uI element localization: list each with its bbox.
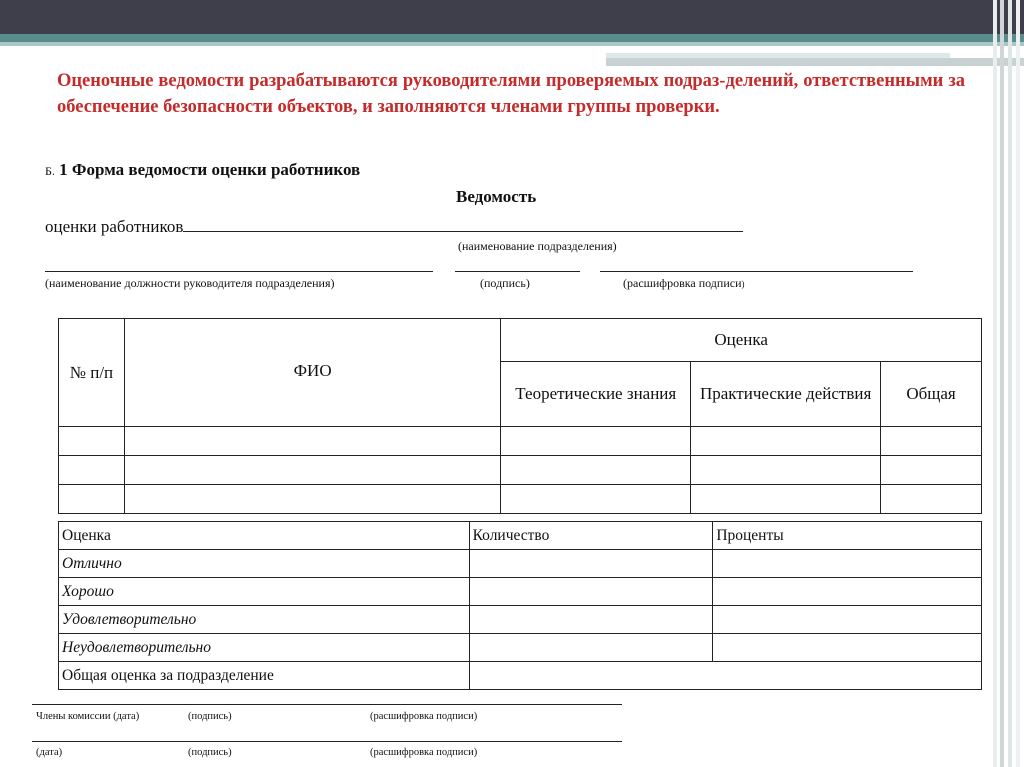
- cell[interactable]: [691, 427, 881, 456]
- side-bar: [1016, 0, 1020, 767]
- footer-decode: (расшифровка подписи): [370, 711, 478, 722]
- signature-caption: (подпись): [480, 276, 530, 290]
- cell[interactable]: [501, 485, 691, 514]
- grade-good: Хорошо: [59, 578, 470, 606]
- form-title: [45, 160, 360, 180]
- summary-label: Общая оценка за подразделение: [59, 662, 470, 690]
- table-row: [59, 606, 982, 634]
- summary-row: [59, 662, 982, 690]
- cell[interactable]: [713, 606, 982, 634]
- cell[interactable]: [713, 578, 982, 606]
- cell[interactable]: [881, 456, 982, 485]
- banner-stripe-light: [0, 42, 1024, 46]
- table-row: [59, 578, 982, 606]
- cell[interactable]: [469, 634, 713, 662]
- cell[interactable]: [124, 427, 500, 456]
- grade-satisfactory: Удовлетворительно: [59, 606, 470, 634]
- cell[interactable]: [124, 485, 500, 514]
- cell[interactable]: [881, 427, 982, 456]
- footer-signature: (подпись): [188, 711, 232, 722]
- signature-line-2[interactable]: [32, 741, 622, 742]
- grades-summary-table: [58, 521, 982, 690]
- decode-caption-tail: ): [741, 279, 745, 289]
- footer-date: (дата): [36, 747, 63, 758]
- signature-field[interactable]: [455, 271, 580, 272]
- cell[interactable]: [469, 578, 713, 606]
- table-row: [59, 456, 982, 485]
- evaluation-line: [45, 215, 743, 237]
- table-row: [59, 427, 982, 456]
- cell[interactable]: [713, 550, 982, 578]
- cell[interactable]: [691, 456, 881, 485]
- grade-excellent: Отлично: [59, 550, 470, 578]
- summary-cell[interactable]: [469, 662, 981, 690]
- header-num: № п/п: [59, 319, 125, 427]
- cell[interactable]: [59, 485, 125, 514]
- document-title: Ведомость: [456, 187, 537, 206]
- form-title-text: 1 Форма ведомости оценки работников: [59, 160, 361, 179]
- table-row: [59, 550, 982, 578]
- banner-stripe: [0, 34, 1024, 42]
- side-bar: [993, 0, 997, 767]
- banner-accent-grey: [606, 58, 1024, 66]
- header-fio: ФИО: [124, 319, 500, 427]
- header-count: Количество: [469, 522, 713, 550]
- unit-name-field[interactable]: [183, 215, 743, 232]
- cell[interactable]: [501, 456, 691, 485]
- header-theory: Теоретические знания: [501, 362, 691, 427]
- table-row: [59, 485, 982, 514]
- footer-decode-2: (расшифровка подписи): [370, 747, 478, 758]
- intro-text: Оценочные ведомости разрабатываются руководителями проверяемых подраз-делений, ответственными за обеспечение безопасности объектов, и заполняются членами группы проверки.: [57, 71, 965, 117]
- cell[interactable]: [881, 485, 982, 514]
- evaluation-label: оценки работников: [45, 217, 184, 236]
- header-grade: Оценка: [59, 522, 470, 550]
- cell[interactable]: [124, 456, 500, 485]
- side-bar: [1008, 0, 1012, 767]
- members-date: Члены комиссии (дата): [36, 711, 140, 722]
- table-header-row: [59, 319, 982, 362]
- unit-caption: (наименование подразделения): [458, 239, 617, 253]
- header-total: Общая: [881, 362, 982, 427]
- footer-signature-2: (подпись): [188, 747, 232, 758]
- decode-caption: [623, 276, 745, 291]
- table-row: [59, 634, 982, 662]
- header-practice: Практические действия: [691, 362, 881, 427]
- signature-decode-field[interactable]: [600, 271, 913, 272]
- top-banner: [0, 0, 1024, 34]
- form-prefix: Б.: [45, 164, 55, 178]
- cell[interactable]: [469, 550, 713, 578]
- position-field[interactable]: [45, 271, 433, 272]
- header-grade-group: Оценка: [501, 319, 982, 362]
- position-caption: (наименование должности руководителя подразделения): [45, 276, 335, 290]
- side-bar: [1000, 0, 1004, 767]
- summary-header-row: [59, 522, 982, 550]
- cell[interactable]: [501, 427, 691, 456]
- decode-caption-text: (расшифровка подписи: [623, 276, 742, 290]
- cell[interactable]: [469, 606, 713, 634]
- signature-line-1[interactable]: [32, 704, 622, 705]
- grade-unsatisfactory: Неудовлетворительно: [59, 634, 470, 662]
- cell[interactable]: [691, 485, 881, 514]
- cell[interactable]: [59, 456, 125, 485]
- employees-table: [58, 318, 982, 514]
- cell[interactable]: [59, 427, 125, 456]
- cell[interactable]: [713, 634, 982, 662]
- header-percent: Проценты: [713, 522, 982, 550]
